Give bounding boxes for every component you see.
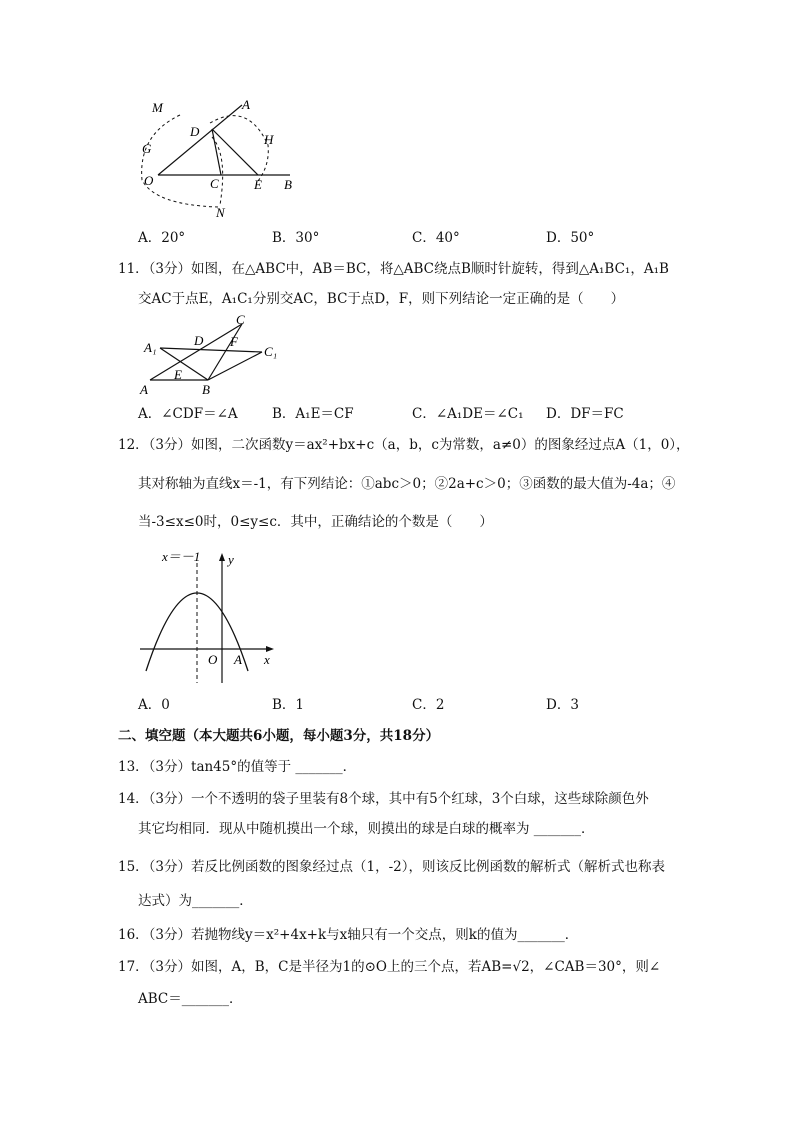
line-oa [158,105,242,175]
figure-q12 [138,545,280,687]
q13-text: 13．（3分）tan45°的值等于 _______． [118,759,357,775]
label-e: E [174,367,182,382]
label-c: C [210,176,219,191]
label-g: G [142,141,152,156]
label-a1: A₁ [144,340,157,355]
q11-option-c: C．∠A₁DE＝∠C₁ [412,406,524,422]
figure-q11 [138,312,288,398]
arc-mn [142,115,218,207]
q12-option-b: B．1 [272,697,305,713]
label-b: B [284,177,292,192]
q10-option-d: D．50° [546,230,595,246]
line-de [212,129,258,175]
q11-option-b: B．A₁E＝CF [272,406,354,422]
q12-option-c: C．2 [412,697,445,713]
label-b: B [202,382,210,397]
q15-line-2: 达式）为_______． [138,893,253,909]
q12-line-2: 其对称轴为直线x＝-1，有下列结论：①abc＞0；②2a+c＞0；③函数的最大值为-4a；④ [138,476,676,492]
q16-text: 16．（3分）若抛物线y＝x²+4x+k与x轴只有一个交点，则k的值为_______． [118,927,579,943]
q12-line-3: 当-3≤x≤0时，0≤y≤c．其中，正确结论的个数是（ ） [138,514,493,530]
label-a: A [140,382,148,397]
q10-option-a: A．20° [138,230,186,246]
seg-a1c1 [160,348,262,352]
figure-q10 [130,95,310,225]
q17-line-2: ABC＝_______． [138,991,243,1007]
label-a: A [242,97,250,112]
label-y: y [228,552,234,567]
q11-line-1: 11．（3分）如图，在△ABC中，AB＝BC，将△ABC绕点B顺时针旋转，得到△A₁BC₁，A₁B [118,261,669,277]
q11-line-2: 交AC于点E，A₁C₁分别交AC，BC于点D，F，则下列结论一定正确的是（ ） [138,291,625,307]
q12-option-a: A．0 [138,697,170,713]
label-n: N [216,205,225,220]
label-x: x [264,652,270,667]
label-f: F [230,334,238,349]
label-a: A [234,652,242,667]
y-axis-arrow [219,553,225,561]
label-c1: C₁ [264,344,278,359]
q10-option-c: C．40° [412,230,460,246]
q10-option-b: B．30° [272,230,320,246]
q14-line-2: 其它均相同．现从中随机摸出一个球，则摸出的球是白球的概率为 _______． [138,821,595,837]
label-o: O [144,173,154,188]
label-d: D [190,124,200,139]
parabola [146,593,248,671]
section-2-title: 二、填空题（本大题共6小题，每小题3分，共18分） [118,728,440,744]
q17-line-1: 17．（3分）如图，A，B，C是半径为1的⊙O上的三个点，若AB=√2，∠CAB＝30°，则∠ [118,959,661,975]
label-axis-eq: x＝－1 [162,549,201,564]
q14-line-1: 14．（3分）一个不透明的袋子里装有8个球，其中有5个红球，3个白球，这些球除颜色外 [118,791,649,807]
q15-line-1: 15．（3分）若反比例函数的图象经过点（1，-2），则该反比例函数的解析式（解析式也称表 [118,859,666,875]
q12-option-d: D．3 [546,697,579,713]
label-m: M [152,100,163,115]
label-h: H [264,132,274,147]
label-c: C [236,312,245,327]
q11-option-d: D．DF＝FC [546,406,624,422]
label-d: D [194,333,204,348]
arc-c [212,137,223,205]
seg-a1b [160,348,208,380]
label-o: O [208,652,218,667]
label-e: E [254,177,262,192]
q12-line-1: 12．（3分）如图，二次函数y＝ax²+bx+c（a，b，c为常数，a≠0）的图象经过点A（1，0）， [118,437,690,453]
q11-option-a: A．∠CDF＝∠A [138,406,238,422]
